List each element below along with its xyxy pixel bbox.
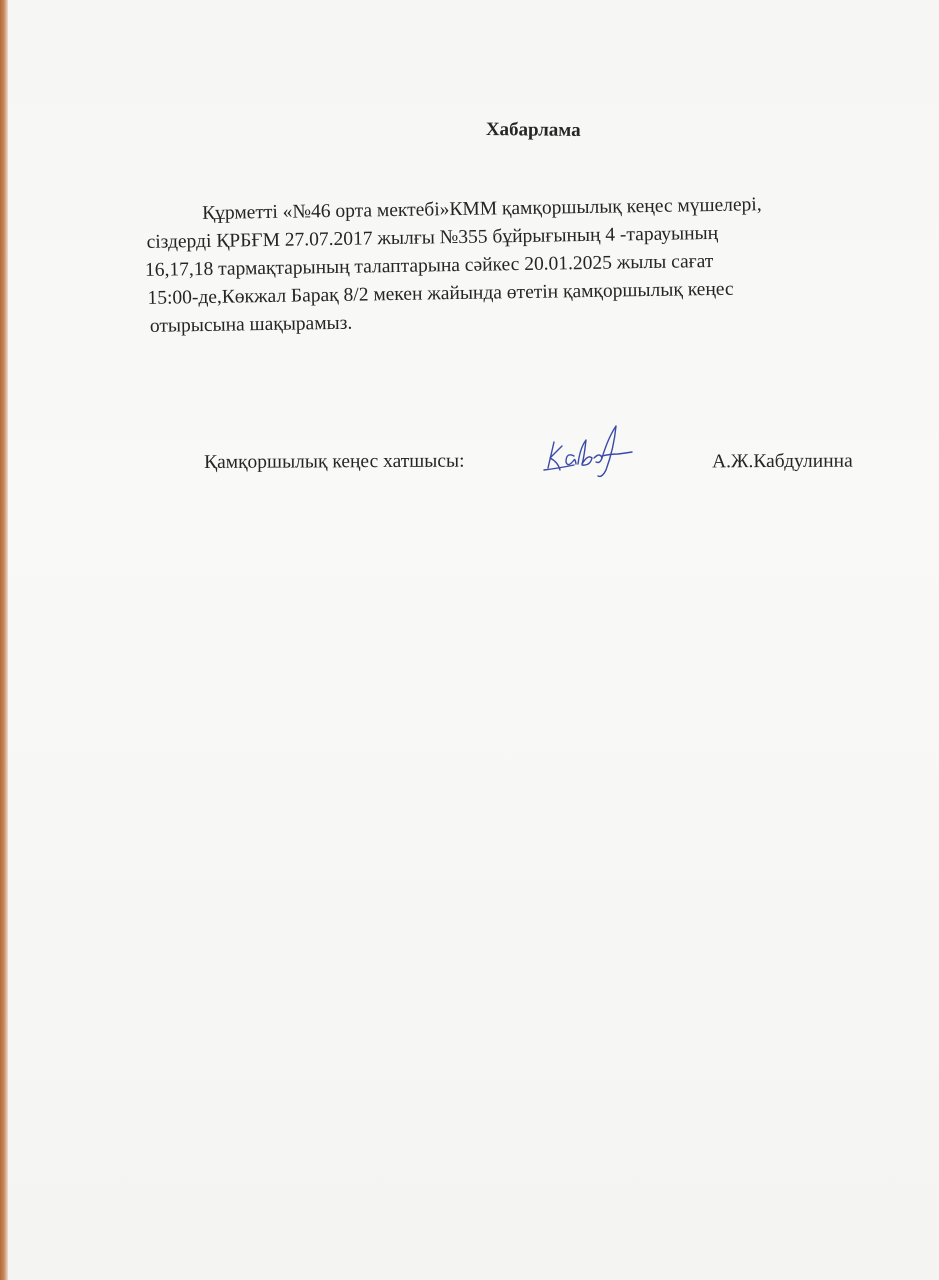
signature-label: Қамқоршылық кеңес хатшысы: bbox=[204, 450, 465, 473]
document-title: Хабарлама bbox=[485, 119, 581, 141]
body-line-1: Құрметті «№46 орта мектебі»КММ қамқоршылық кеңес мүшелері, bbox=[201, 194, 762, 225]
paper-sheet bbox=[8, 0, 939, 1280]
body-line-4: 15:00-де,Көкжал Барақ 8/2 мекен жайында өтетін қамқоршылық кеңес bbox=[147, 278, 734, 309]
document-body bbox=[140, 193, 862, 354]
handwritten-signature bbox=[540, 418, 640, 488]
body-line-2: сіздерді ҚРБҒМ 27.07.2017 жылғы №355 бұйрығының 4 -тарауының bbox=[146, 222, 719, 253]
signatory-name: А.Ж.Кабдулинна bbox=[712, 450, 853, 473]
body-line-3: 16,17,18 тармақтарының талаптарына сәйкес 20.01.2025 жылы сағат bbox=[144, 251, 714, 281]
body-line-5: отырысына шақырамыз. bbox=[149, 312, 353, 337]
